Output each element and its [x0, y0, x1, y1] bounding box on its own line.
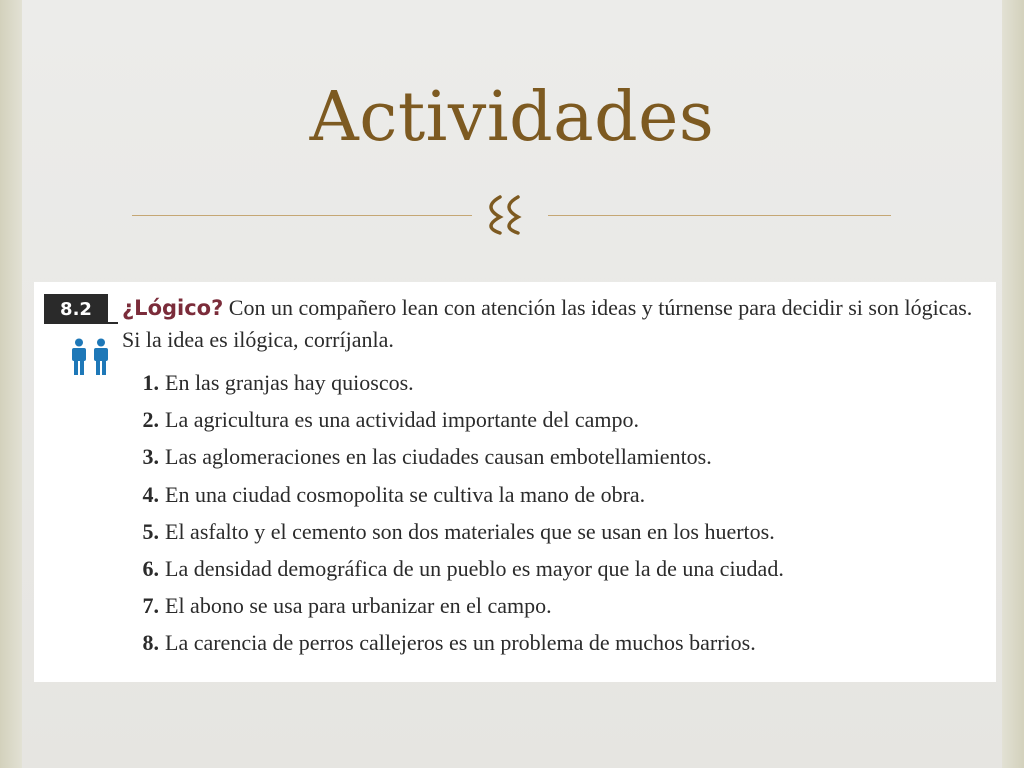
- badge-underline: [108, 322, 118, 324]
- list-item: [132, 405, 982, 442]
- item-text: El abono se usa para urbanizar en el campo.: [165, 593, 552, 619]
- list-item: [132, 368, 982, 405]
- item-text: En las granjas hay quioscos.: [165, 370, 414, 395]
- flourish-ornament-icon: [478, 193, 542, 235]
- two-people-icon: [68, 338, 112, 376]
- title-divider-left: [132, 215, 472, 216]
- item-text: La agricultura es una actividad importante del campo.: [165, 407, 640, 433]
- instructions-text: Con un compañero lean con atención las ideas y túrnense para decidir si son lógicas. Si la idea es ilógica, corríjanla.: [122, 295, 973, 352]
- item-number: 1.: [142, 370, 159, 395]
- slide-title: Actividades: [309, 78, 715, 157]
- item-number: 8.: [142, 630, 159, 656]
- activity-panel: [34, 282, 996, 682]
- list-item: [132, 480, 982, 517]
- item-number: 2.: [142, 407, 159, 433]
- list-item: [132, 591, 982, 628]
- item-text: Las aglomeraciones en las ciudades causan embotellamientos.: [165, 444, 712, 470]
- list-item: [132, 442, 982, 479]
- title-divider-right: [548, 215, 891, 216]
- statement-list: [132, 368, 982, 666]
- activity-instructions: [122, 292, 982, 355]
- item-number: 3.: [142, 444, 159, 470]
- item-text: La carencia de perros callejeros es un problema de muchos barrios.: [165, 630, 756, 656]
- item-text: En una ciudad cosmopolita se cultiva la mano de obra.: [165, 481, 646, 507]
- item-number: 6.: [142, 555, 159, 581]
- list-item: [132, 628, 982, 665]
- item-number: 5.: [142, 518, 159, 544]
- item-number: 7.: [142, 593, 159, 619]
- item-text: El asfalto y el cemento son dos materiales que se usan en los huertos.: [165, 518, 775, 544]
- activity-heading: ¿Lógico?: [122, 296, 224, 320]
- item-text: La densidad demográfica de un pueblo es mayor que la de una ciudad.: [165, 555, 784, 581]
- list-item: [132, 554, 982, 591]
- list-item: [132, 517, 982, 554]
- activity-number-badge: 8.2: [44, 294, 108, 324]
- item-number: 4.: [142, 481, 159, 507]
